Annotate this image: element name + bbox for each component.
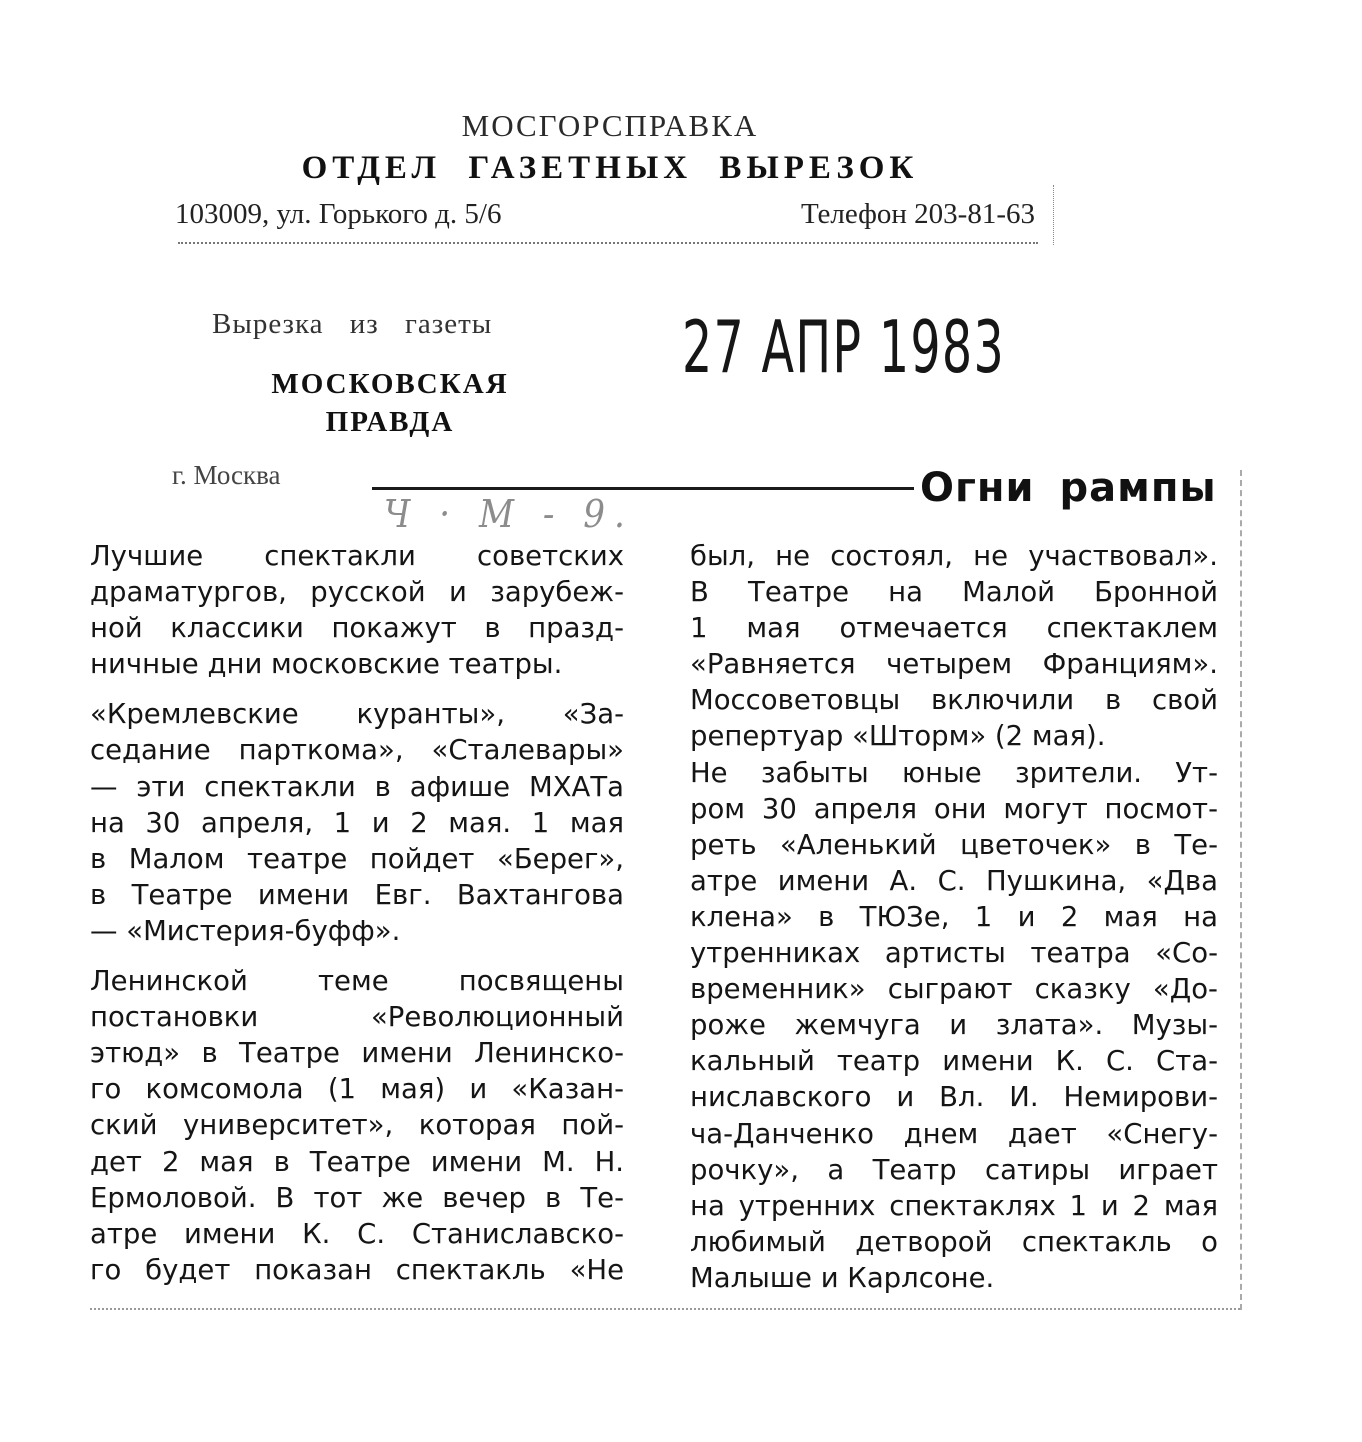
article-line: Не забыты юные зрители. Ут- — [690, 756, 1218, 789]
article-line: ничные дни московские театры. — [90, 648, 563, 681]
article-line: Лучшие спектакли советских — [90, 540, 624, 572]
article-line: седание парткома», «Сталевары» — [90, 734, 624, 767]
paragraph-gap — [90, 949, 624, 963]
phone: Телефон 203-81-63 — [800, 198, 1035, 230]
newspaper-name-line1: МОСКОВСКАЯ — [271, 368, 509, 400]
article-title: Огни рампы — [920, 465, 1217, 511]
article-line: Моссоветовцы включили в свой — [690, 684, 1218, 717]
clipping-bottom-edge — [90, 1308, 1240, 1310]
date-stamp: 27 АПР 1983 — [682, 305, 1006, 389]
article-line: атре имени К. С. Станиславско- — [90, 1217, 624, 1250]
contact-line — [175, 198, 1035, 231]
paragraph-gap — [90, 682, 624, 696]
article-line: в Малом театре пойдет «Берег», — [90, 842, 624, 875]
article-line: временник» сыграют сказку «До- — [690, 973, 1218, 1006]
city: г. Москва — [172, 460, 281, 490]
article-column-left — [90, 538, 624, 1288]
header-divider — [178, 242, 1038, 244]
address: 103009, ул. Горького д. 5/6 — [175, 198, 502, 230]
newspaper-name-line2: ПРАВДА — [325, 406, 455, 438]
article-line: В Театре на Малой Бронной — [690, 576, 1218, 609]
clipping-service-header — [160, 108, 1060, 187]
article-line: клена» в ТЮЗе, 1 и 2 мая на — [690, 900, 1218, 933]
clipping-right-edge — [1240, 470, 1242, 1310]
article-line: драматургов, русской и зарубеж- — [90, 576, 624, 609]
article-line: репертуар «Шторм» (2 мая). — [690, 720, 1106, 753]
article-line: утренниках артисты театра «Со- — [690, 937, 1218, 970]
title-rule — [372, 487, 914, 490]
newspaper-name — [215, 365, 565, 441]
article-line: был, не состоял, не участвовал». — [690, 540, 1218, 572]
article-line: на утренних спектаклях 1 и 2 мая — [690, 1189, 1218, 1222]
article-line: на 30 апреля, 1 и 2 мая. 1 мая — [90, 806, 624, 839]
article-line: реть «Аленький цветочек» в Те- — [690, 828, 1218, 861]
article-line: «Равняется четырем Франциям». — [690, 648, 1218, 681]
article-line: рочку», а Театр сатиры играет — [690, 1153, 1218, 1186]
article-line: Малыше и Карлсоне. — [690, 1261, 995, 1294]
article-line: 1 мая отмечается спектаклем — [690, 612, 1218, 645]
article-line: ром 30 апреля они могут посмот- — [690, 792, 1218, 825]
article-line: постановки «Революционный — [90, 1001, 624, 1034]
agency-name: МОСГОРСПРАВКА — [461, 108, 759, 143]
article-line: в Театре имени Евг. Вахтангова — [90, 878, 624, 911]
article-line: Ленинской теме посвящены — [90, 965, 624, 998]
article-line: — эти спектакли в афише МХАТа — [90, 770, 624, 803]
article-line: роже жемчуга и злата». Музы- — [690, 1009, 1218, 1042]
article-line: го комсомола (1 мая) и «Казан- — [90, 1073, 624, 1106]
article-line: го будет показан спектакль «Не — [90, 1253, 624, 1286]
department-name: ОТДЕЛ ГАЗЕТНЫХ ВЫРЕЗОК — [301, 150, 919, 186]
article-line: Ермоловой. В тот же вечер в Те- — [90, 1181, 624, 1214]
article-line: атре имени А. С. Пушкина, «Два — [690, 864, 1218, 897]
header-edge — [1053, 185, 1054, 245]
article-line: кальный театр имени К. С. Ста- — [690, 1045, 1218, 1078]
article-line: — «Мистерия-буфф». — [90, 914, 401, 947]
article-line: ский университет», которая пой- — [90, 1109, 624, 1142]
article-line: ниславского и Вл. И. Немирови- — [690, 1081, 1218, 1114]
article-line: дет 2 мая в Театре имени М. Н. — [90, 1145, 624, 1178]
clipping-label: Вырезка из газеты — [212, 308, 493, 340]
handwritten-note: Ч · М - 9. — [383, 492, 634, 536]
article-line: «Кремлевские куранты», «За- — [90, 698, 624, 731]
article-line: ча-Данченко днем дает «Снегу- — [690, 1117, 1218, 1150]
article-line: ной классики покажут в празд- — [90, 612, 624, 645]
article-line: любимый детворой спектакль о — [690, 1225, 1218, 1258]
article-line: этюд» в Театре имени Ленинско- — [90, 1037, 624, 1070]
article-column-right — [690, 538, 1218, 1296]
